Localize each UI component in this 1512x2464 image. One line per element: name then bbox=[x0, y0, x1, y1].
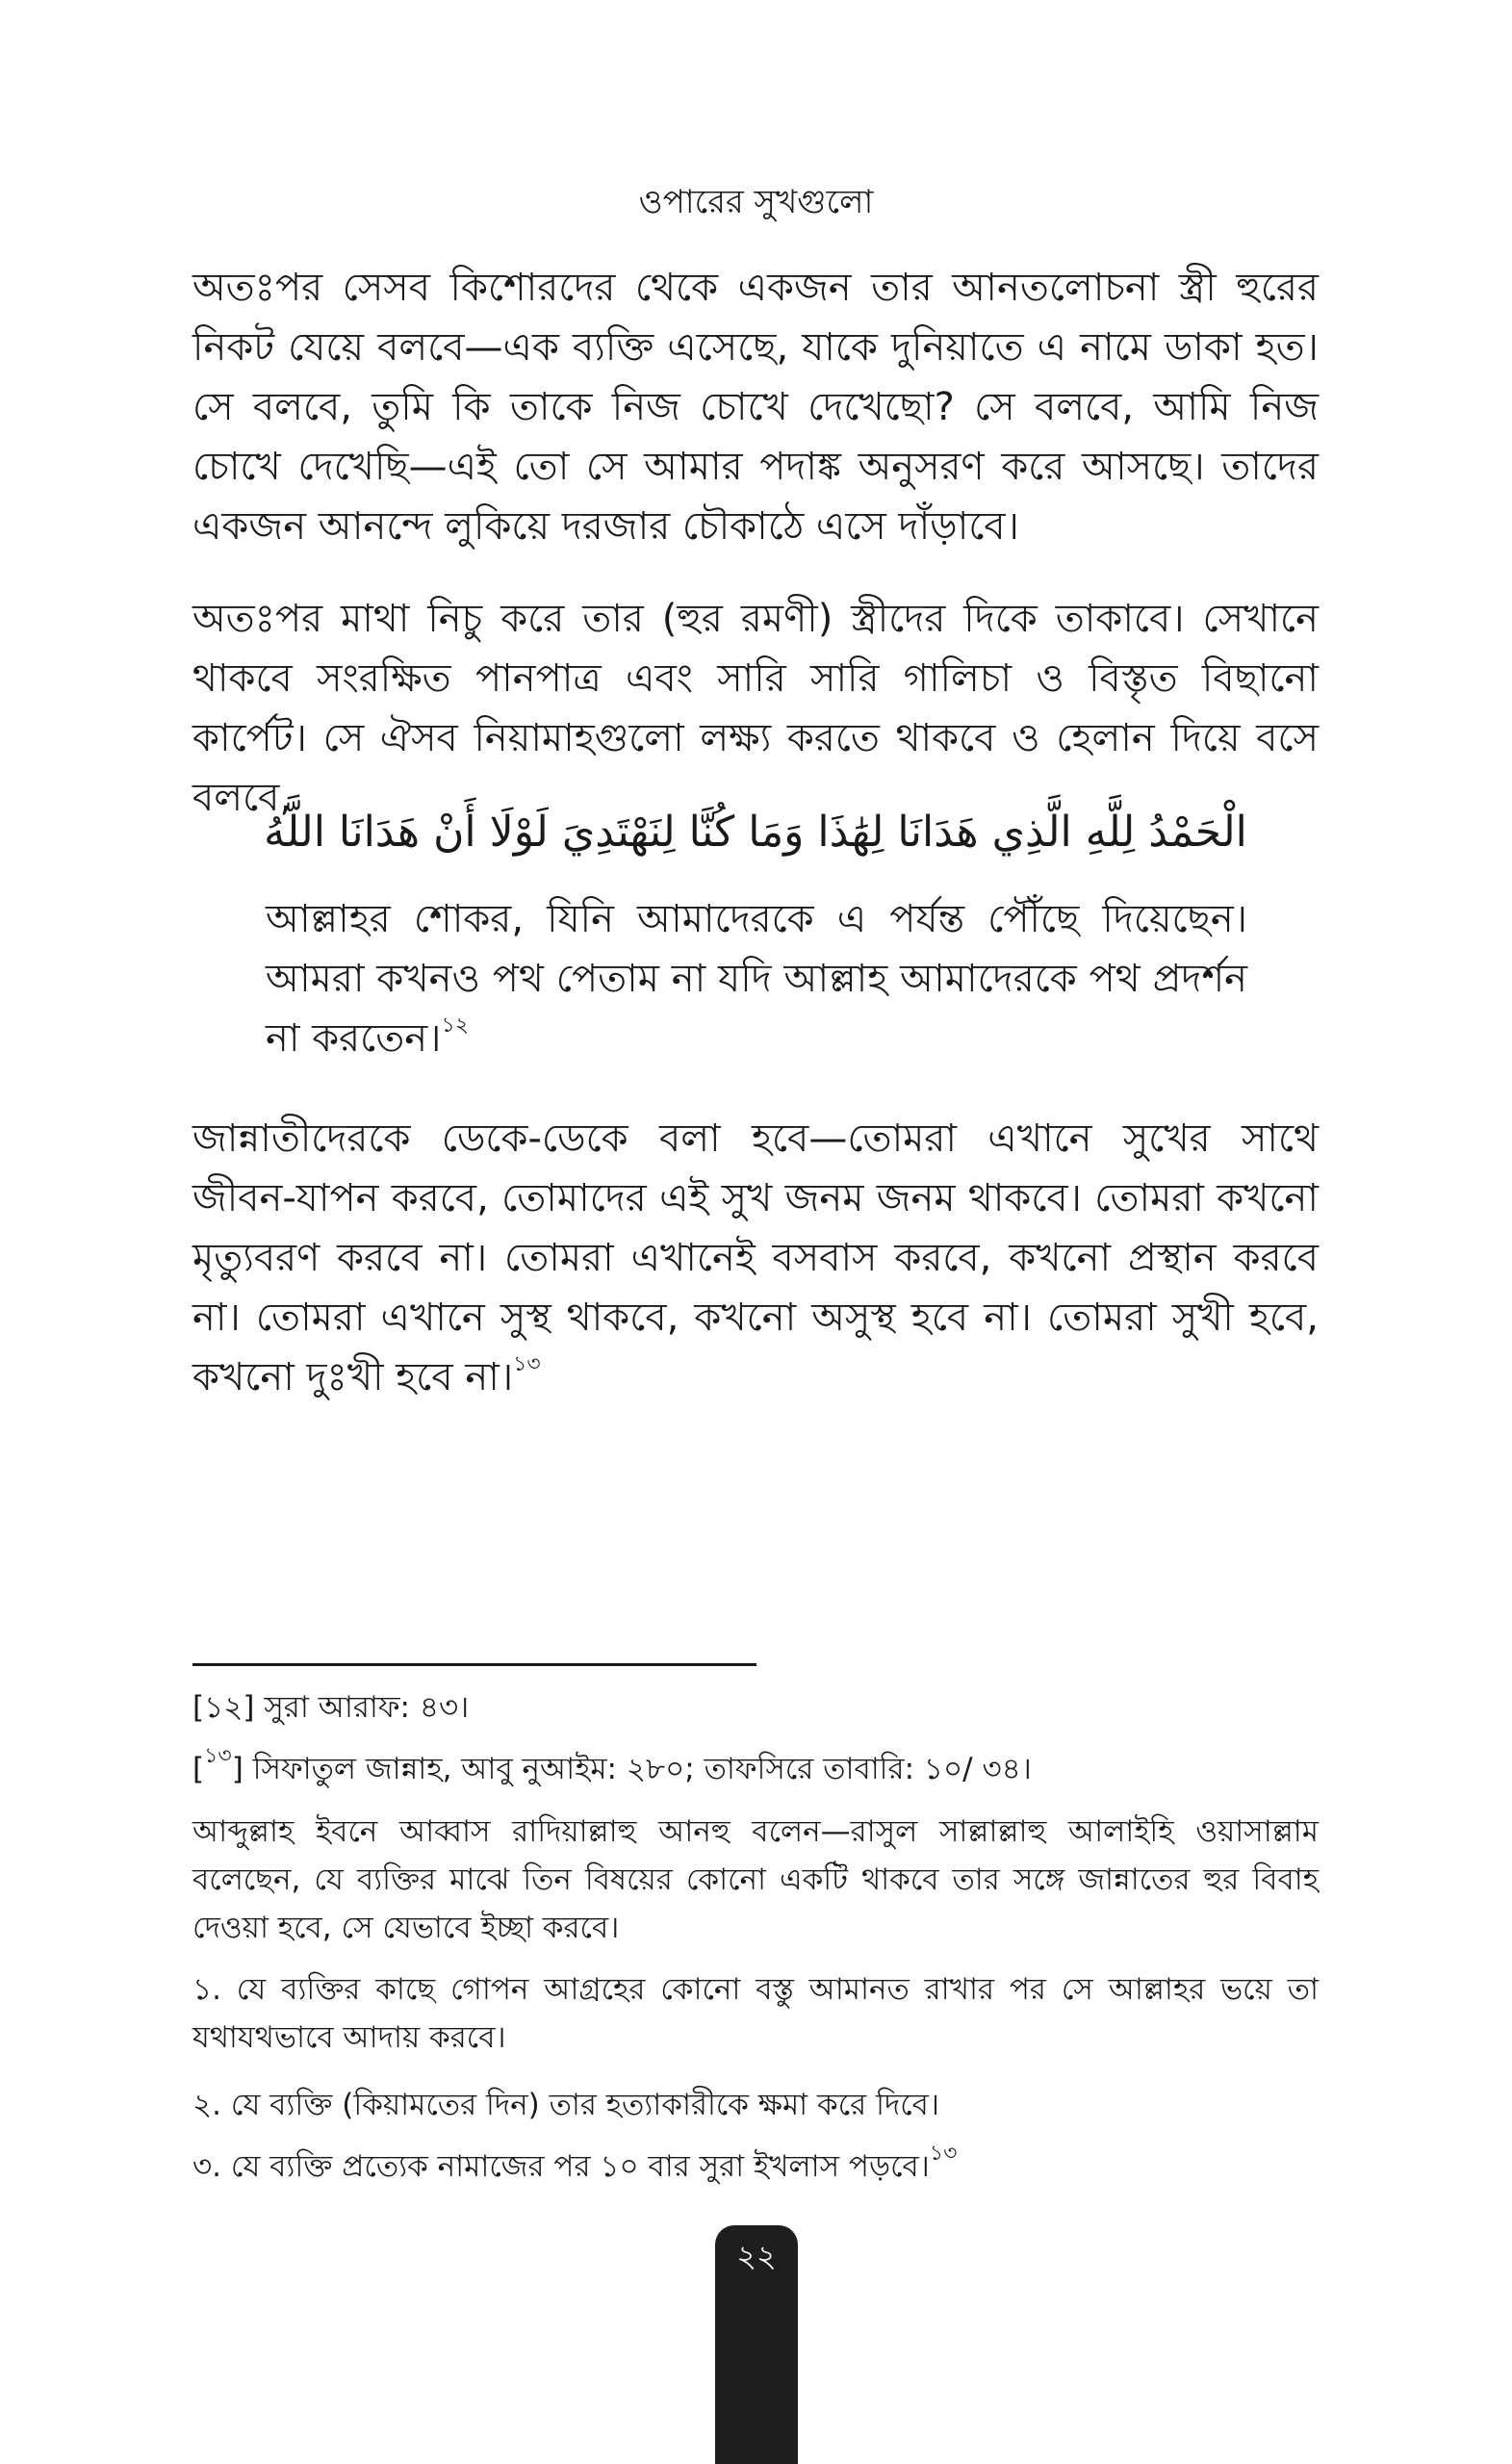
footnote-12-marker: [১২] bbox=[192, 1690, 255, 1725]
footnote-ref-13-secondary[interactable]: ১৩ bbox=[929, 2141, 958, 2166]
page-number: ২২ bbox=[736, 2238, 777, 2274]
arabic-verse: الْحَمْدُ لِلَّهِ الَّذِي هَدَانَا لِهَٰذَا وَمَا كُنَّا لِنَهْتَدِيَ لَوْلَا أَنْ هَدَانَا اللَّهُ bbox=[264, 808, 1247, 857]
hadith-item-1: ১. যে ব্যক্তির কাছে গোপন আগ্রহের কোনো বস্তু আমানত রাখার পর সে আল্লাহর ভয়ে তা যথাযথভাবে আদায় করবে। bbox=[192, 1972, 1319, 2055]
paragraph-2: অতঃপর মাথা নিচু করে তার (হুর রমণী) স্ত্রীদের দিকে তাকাবে। সেখানে থাকবে সংরক্ষিত পানপাত্র এবং সারি সারি গালিচা ও বিস্তৃত বিছানো কার্পেট। সে ঐসব নিয়ামাহগুলো লক্ষ্য করতে থাকবে ও হেলান দিয়ে বসে বলবে, bbox=[192, 597, 1319, 820]
footnote-13-marker-open: [ bbox=[192, 1752, 205, 1786]
running-header: ওপারের সুখগুলো bbox=[638, 183, 874, 221]
page-number-tab bbox=[715, 2225, 798, 2464]
hadith-item-3 bbox=[192, 2143, 1319, 2191]
translation-text: আল্লাহর শোকর, যিনি আমাদেরকে এ পর্যন্ত পৌঁছে দিয়েছেন। আমরা কখনও পথ পেতাম না যদি আল্লাহ আমাদেরকে পথ প্রদর্শন না করতেন। bbox=[266, 897, 1247, 1061]
paragraph-1: অতঃপর সেসব কিশোরদের থেকে একজন তার আনতলোচনা স্ত্রী হুরের নিকট যেয়ে বলবে—এক ব্যক্তি এসেছে, যাকে দুনিয়াতে এ নামে ডাকা হত। সে বলবে, তুমি কি তাকে নিজ চোখে দেখেছো? সে বলবে, আমি নিজ চোখে দেখেছি—এই তো সে আমার পদাঙ্ক অনুসরণ করে আসছে। তাদের একজন আনন্দে লুকিয়ে দরজার চৌকাঠে এসে দাঁড়াবে। bbox=[192, 266, 1319, 549]
footnote-13-text: সিফাতুল জান্নাহ, আবু নুআইম: ২৮০; তাফসিরে তাবারি: ১০/ ৩৪। bbox=[252, 1752, 1032, 1786]
footnote-13 bbox=[192, 1745, 1319, 1793]
footnote-divider bbox=[192, 1663, 756, 1666]
paragraph-3-text: জান্নাতীদেরকে ডেকে-ডেকে বলা হবে—তোমরা এখানে সুখের সাথে জীবন-যাপন করবে, তোমাদের এই সুখ জনম জনম থাকবে। তোমরা কখনো মৃত্যুবরণ করবে না। তোমরা এখানেই বসবাস করবে, কখনো প্রস্থান করবে না। তোমরা এখানে সুস্থ থাকবে, কখনো অসুস্থ হবে না। তোমরা সুখী হবে, কখনো দুঃখী হবে না। bbox=[192, 1116, 1319, 1399]
footnote-13-marker-num: ১৩ bbox=[204, 1743, 232, 1768]
footnote-13-marker-close: ] bbox=[231, 1752, 243, 1786]
translation-quote bbox=[266, 889, 1247, 1068]
hadith-item-2: ২. যে ব্যক্তি (কিয়ামতের দিন) তার হত্যাকারীকে ক্ষমা করে দিবে। bbox=[192, 2088, 940, 2122]
paragraph-3 bbox=[192, 1109, 1319, 1407]
footnote-12-text: সুরা আরাফ: ৪৩। bbox=[264, 1690, 470, 1725]
footnote-ref-12[interactable]: ১২ bbox=[441, 1013, 470, 1038]
footnote-12 bbox=[192, 1683, 1319, 1732]
hadith-intro: আব্দুল্লাহ ইবনে আব্বাস রাদিয়াল্লাহু আনহু বলেন—রাসুল সাল্লাল্লাহু আলাইহি ওয়াসাল্লাম বলেছেন, যে ব্যক্তির মাঝে তিন বিষয়ের কোনো একটি থাকবে তার সঙ্গে জান্নাতের হুর বিবাহ দেওয়া হবে, সে যেভাবে ইচ্ছা করবে। bbox=[192, 1814, 1319, 1945]
footnote-ref-13[interactable]: ১৩ bbox=[513, 1351, 541, 1376]
hadith-item-3-text: ৩. যে ব্যক্তি প্রত্যেক নামাজের পর ১০ বার সুরা ইখলাস পড়বে। bbox=[192, 2149, 930, 2184]
